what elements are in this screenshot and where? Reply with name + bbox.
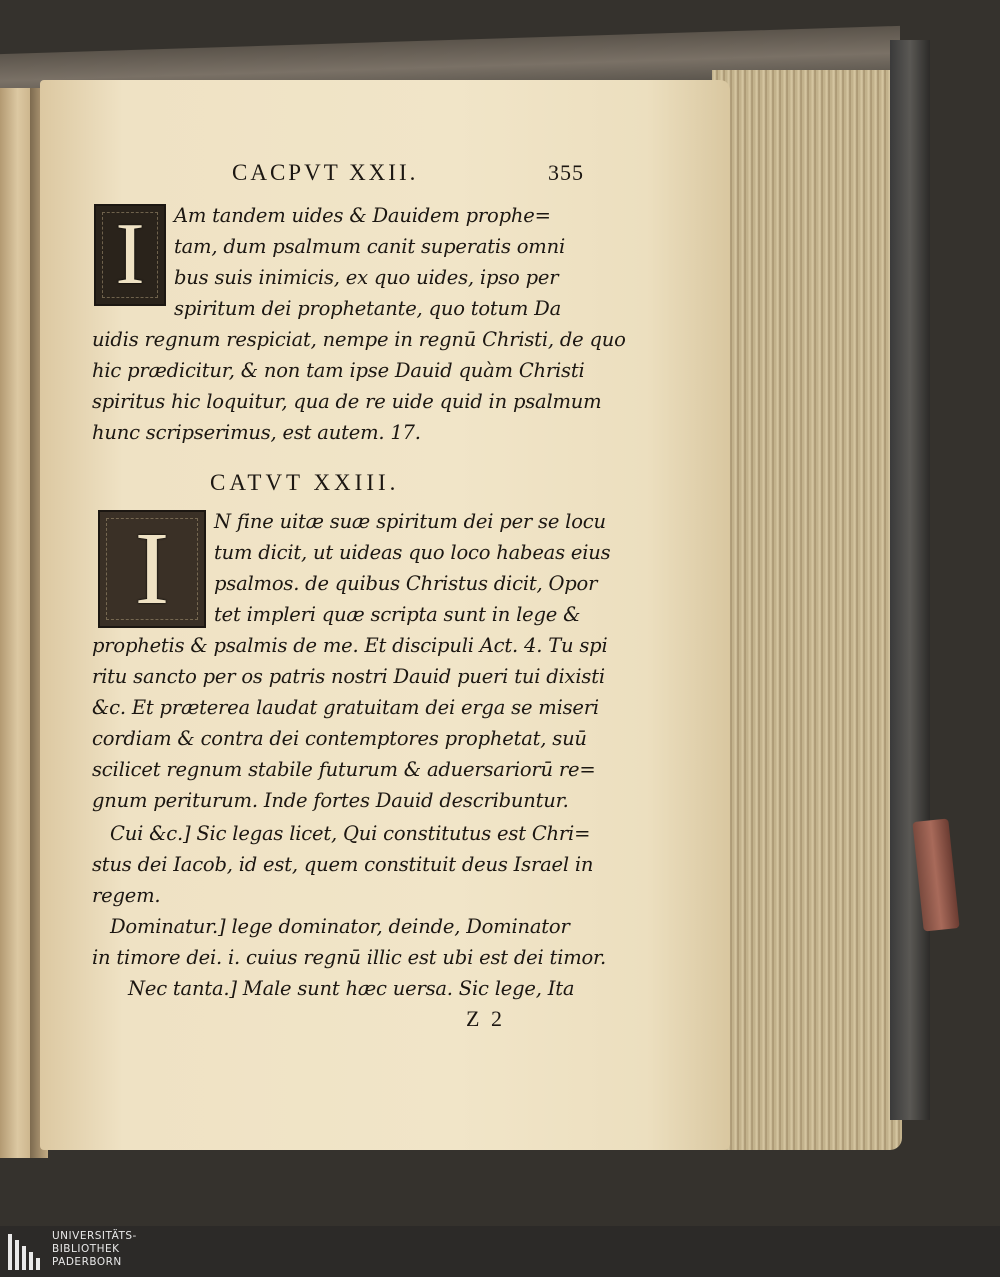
text-line: cordiam & contra dei contemptores prophetat, suū [92, 727, 587, 750]
library-name-line2: BIBLIOTHEK [52, 1243, 120, 1255]
note-line: Dominatur.] lege dominator, deinde, Dominator [110, 915, 570, 938]
text-line: tum dicit, ut uideas quo loco habeas eius [214, 541, 611, 564]
note-line: stus dei Iacob, id est, quem constituit deus Israel in [92, 853, 594, 876]
text-line: psalmos. de quibus Christus dicit, Opor [214, 572, 598, 595]
library-name-line1: UNIVERSITÄTS- [52, 1230, 137, 1242]
library-name [52, 1230, 137, 1269]
text-line: tet impleri quæ scripta sunt in lege & [214, 603, 581, 626]
page-edges [712, 70, 902, 1150]
text-line: scilicet regnum stabile futurum & aduersariorū re= [92, 758, 596, 781]
text-line: hic prædicitur, & non tam ipse Dauid quàm Christi [92, 359, 585, 382]
note-line: Nec tanta.] Male sunt hæc uersa. Sic lege, Ita [128, 977, 575, 1000]
library-footer [0, 1226, 1000, 1277]
signature-mark: Z 2 [466, 1006, 505, 1031]
text-line: tam, dum psalmum canit superatis omni [174, 235, 565, 258]
left-page-edge [0, 88, 34, 1158]
initial-letter: I [134, 511, 170, 626]
page-text [92, 160, 626, 1034]
text-line: spiritum dei prophetante, quo totum Da [174, 297, 562, 320]
text-line: bus suis inimicis, ex quo uides, ipso per [174, 266, 559, 289]
page-number: 355 [548, 160, 584, 185]
library-name-line3: PADERBORN [52, 1256, 122, 1268]
chapter-23-text [92, 506, 611, 816]
text-line: Am tandem uides & Dauidem prophe= [174, 204, 551, 227]
initial-ornament [106, 511, 198, 626]
text-line: ritu sancto per os patris nostri Dauid pueri tui dixisti [92, 665, 605, 688]
decorated-initial-2 [98, 510, 206, 628]
text-line: hunc scripserimus, est autem. 17. [92, 421, 421, 444]
running-head: CACPVT XXII. [232, 160, 419, 185]
text-line: uidis regnum respiciat, nempe in regnū Christi, de quo [92, 328, 626, 351]
initial-ornament [102, 206, 158, 303]
text-line: spiritus hic loquitur, qua de re uide quid in psalmum [92, 390, 602, 413]
text-line: N fine uitæ suæ spiritum dei per se locu [214, 510, 606, 533]
initial-letter: I [115, 206, 145, 303]
decorated-initial-1 [94, 204, 166, 306]
note-line: in timore dei. i. cuius regnū illic est ubi est dei timor. [92, 946, 607, 969]
note-line: Cui &c.] Sic legas licet, Qui constitutus est Chri= [110, 822, 591, 845]
text-line: &c. Et præterea laudat gratuitam dei erga se miseri [92, 696, 599, 719]
text-line: gnum periturum. Inde fortes Dauid describuntur. [92, 789, 569, 812]
chapter-heading: CATVT XXIII. [210, 470, 400, 495]
chapter-22-text [92, 200, 626, 448]
commentary-notes [92, 818, 607, 1004]
text-line: prophetis & psalmis de me. Et discipuli Act. 4. Tu spi [92, 634, 608, 657]
note-line: regem. [92, 884, 161, 907]
back-cover [890, 40, 930, 1120]
library-logo-icon [8, 1234, 44, 1270]
running-header [232, 160, 584, 186]
